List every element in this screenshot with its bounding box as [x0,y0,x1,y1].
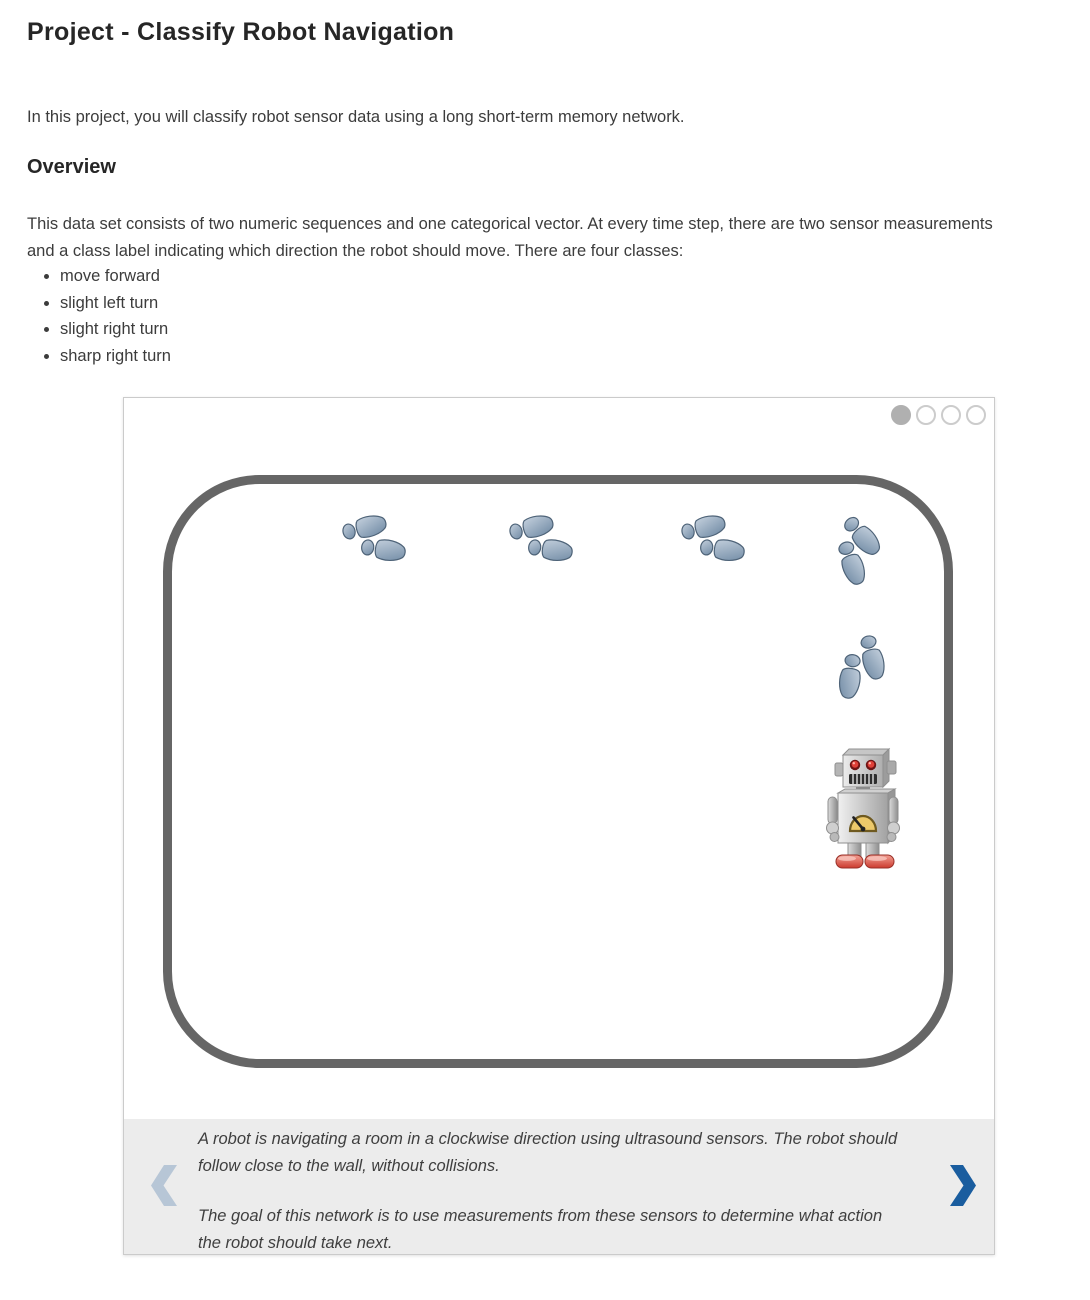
intro-paragraph: In this project, you will classify robot sensor data using a long short-term memory network. [27,108,685,126]
footprints-icon [341,513,407,563]
overview-paragraph: This data set consists of two numeric sequences and one categorical vector. At every time step, there are two sensor measurements and a class label indicating which direction the robot should move. There are four classes: [27,215,993,260]
slide-indicator [891,405,986,425]
slide-caption-bar [124,1119,994,1254]
next-slide-button[interactable] [949,1165,976,1206]
footprints-icon [508,513,574,563]
slide-dot-2[interactable] [916,405,936,425]
prev-slide-button[interactable] [151,1165,178,1206]
robot-icon [827,749,900,868]
list-item: • slight left turn [60,290,171,317]
slide-dot-3[interactable] [941,405,961,425]
slide-dot-4[interactable] [966,405,986,425]
page-title: Project - Classify Robot Navigation [27,18,455,46]
footprints-icon [680,513,746,563]
caption-paragraph: The goal of this network is to use measurements from these sensors to determine what action the robot should take next. [198,1207,883,1252]
slideshow-widget [123,397,995,1255]
footprints-icon [820,508,895,589]
class-list [27,263,171,369]
footprints-icon [837,634,887,700]
list-item: • move forward [60,263,171,290]
slide-dot-1[interactable] [891,405,911,425]
caption-text [198,1119,898,1257]
room-wall [168,480,949,1064]
caption-paragraph: A robot is navigating a room in a clockwise direction using ultrasound sensors. The robot should follow close to the wall, without collisions. [198,1130,898,1175]
overview-heading: Overview [27,156,116,178]
chevron-right-icon [949,1165,976,1206]
chevron-left-icon [151,1165,178,1206]
room-navigation-figure [124,398,994,1119]
list-item: • sharp right turn [60,343,171,370]
list-item: • slight right turn [60,316,171,343]
